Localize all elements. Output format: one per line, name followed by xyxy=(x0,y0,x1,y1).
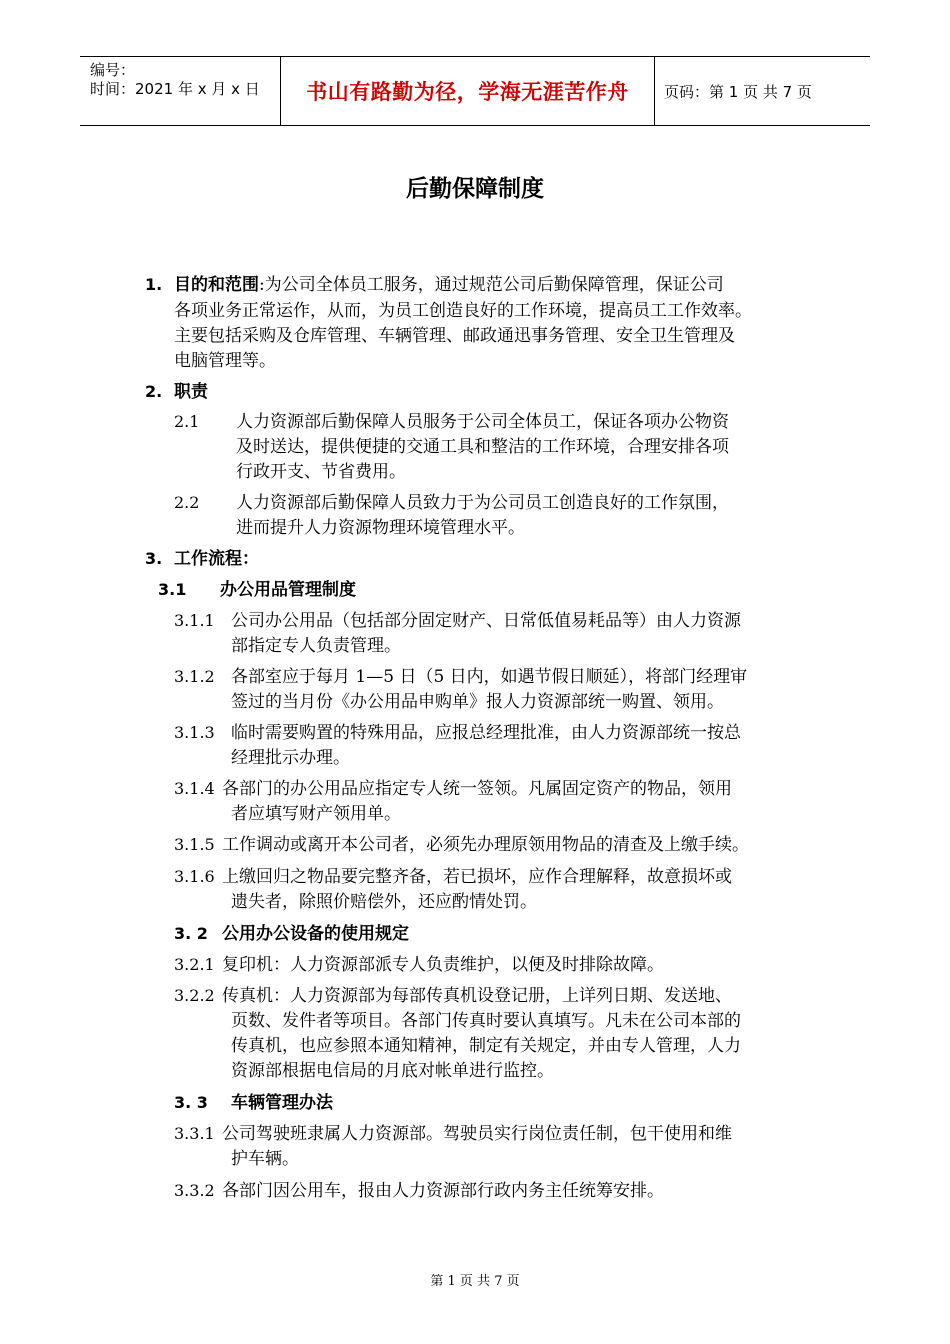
item-text: 人力资源部后勤保障人员服务于公司全体员工，保证各项办公物资 xyxy=(236,412,729,432)
item-number: 3.3.1 xyxy=(174,1124,215,1143)
item-text: 资源部根据电信局的月底对帐单进行监控。 xyxy=(231,1061,554,1081)
item-text: 上缴回归之物品要完整齐备，若已损坏，应作合理解释，故意损坏或 xyxy=(222,867,732,887)
section-text: 主要包括采购及仓库管理、车辆管理、邮政通迅事务管理、安全卫生管理及 xyxy=(174,326,735,346)
item-text: 各部门的办公用品应指定专人统一签领。凡属固定资产的物品，领用 xyxy=(222,779,732,799)
section-number: 1. xyxy=(145,275,163,294)
item-text: 临时需要购置的特殊用品，应报总经理批准，由人力资源部统一按总 xyxy=(231,723,741,743)
section-text: :为公司全体员工服务，通过规范公司后勤保障管理，保证公司 xyxy=(259,275,724,295)
motto-text: 书山有路勤为径，学海无涯苦作舟 xyxy=(306,80,629,104)
item-text: 公司驾驶班隶属人力资源部。驾驶员实行岗位责任制，包干使用和维 xyxy=(222,1124,732,1144)
subsection-heading: 公用办公设备的使用规定 xyxy=(222,924,409,944)
item-number: 3.1.6 xyxy=(174,867,215,886)
item-number: 3.1.4 xyxy=(174,779,215,798)
header-meta-cell xyxy=(80,57,281,125)
subsection-number: 3.1 xyxy=(158,580,187,599)
item-number: 3.1.5 xyxy=(174,835,215,854)
item-number: 2.2 xyxy=(174,493,200,512)
page-title: 后勤保障制度 xyxy=(406,176,544,202)
item-text: 各部门因公用车，报由人力资源部行政内务主任统筹安排。 xyxy=(222,1181,664,1201)
section-heading: 职责 xyxy=(174,382,208,402)
item-text: 进而提升人力资源物理环境管理水平。 xyxy=(236,518,525,538)
subsection-heading: 车辆管理办法 xyxy=(231,1093,333,1113)
item-text: 页数、发件者等项目。各部门传真时要认真填写。凡未在公司本部的 xyxy=(231,1011,741,1031)
item-text: 工作调动或离开本公司者，必须先办理原领用物品的清查及上缴手续。 xyxy=(222,835,749,855)
item-text: 及时送达，提供便捷的交通工具和整洁的工作环境，合理安排各项 xyxy=(236,437,729,457)
item-text: 复印机：人力资源部派专人负责维护，以便及时排除故障。 xyxy=(222,955,664,975)
section-text: 各项业务正常运作，从而，为员工创造良好的工作环境，提高员工工作效率。 xyxy=(174,301,752,321)
item-text: 部指定专人负责管理。 xyxy=(231,636,401,656)
item-number: 3.2.1 xyxy=(174,955,215,974)
header-page-label: 页码：第 1 页 共 7 页 xyxy=(664,82,812,101)
page-footer: 第 1 页 共 7 页 xyxy=(430,1274,520,1289)
item-number: 3.2.2 xyxy=(174,986,215,1005)
item-text: 传真机：人力资源部为每部传真机设登记册，上详列日期、发送地、 xyxy=(222,986,732,1006)
document-number-label: 编号： xyxy=(90,61,136,79)
subsection-heading: 办公用品管理制度 xyxy=(220,580,356,600)
item-text: 签过的当月份《办公用品申购单》报人力资源部统一购置、领用。 xyxy=(231,692,724,712)
header-motto-cell xyxy=(281,57,655,125)
subsection-number: 3. 2 xyxy=(174,924,208,943)
header-page-cell xyxy=(655,57,870,125)
document-time-label: 时间：2021 年 x 月 x 日 xyxy=(90,80,260,98)
item-number: 3.1.1 xyxy=(174,611,215,630)
item-number: 3.1.2 xyxy=(174,667,215,686)
section-number: 2. xyxy=(145,382,163,401)
item-text: 遗失者，除照价赔偿外，还应酌情处罚。 xyxy=(231,892,537,912)
item-text: 行政开支、节省费用。 xyxy=(236,462,406,482)
item-number: 3.1.3 xyxy=(174,723,215,742)
section-text: 电脑管理等。 xyxy=(174,351,276,371)
section-heading: 工作流程： xyxy=(174,549,259,569)
item-text: 各部室应于每月 1—5 日（5 日内，如遇节假日顺延），将部门经理审 xyxy=(231,667,748,687)
header-table xyxy=(80,56,870,126)
section-heading: 目的和范围 xyxy=(174,275,259,295)
item-text: 经理批示办理。 xyxy=(231,748,350,768)
item-text: 传真机，也应参照本通知精神，制定有关规定，并由专人管理，人力 xyxy=(231,1036,741,1056)
subsection-number: 3. 3 xyxy=(174,1093,208,1112)
item-text: 公司办公用品（包括部分固定财产、日常低值易耗品等）由人力资源 xyxy=(231,611,741,631)
section-1-first-line xyxy=(174,274,724,296)
item-text: 者应填写财产领用单。 xyxy=(231,804,401,824)
item-text: 人力资源部后勤保障人员致力于为公司员工创造良好的工作氛围， xyxy=(236,493,729,513)
item-number: 3.3.2 xyxy=(174,1181,215,1200)
item-number: 2.1 xyxy=(174,412,200,431)
section-number: 3. xyxy=(145,549,163,568)
item-text: 护车辆。 xyxy=(231,1149,299,1169)
